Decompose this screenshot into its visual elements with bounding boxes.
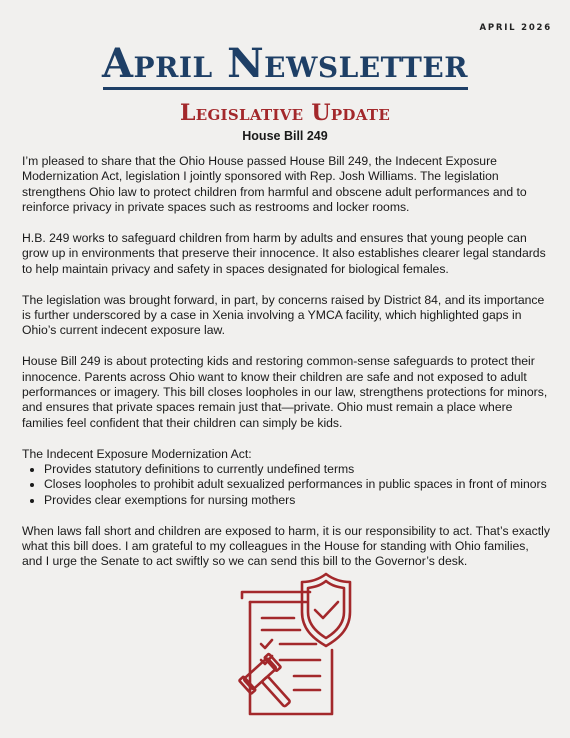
paragraph-5: When laws fall short and children are exposed to harm, it is our responsibility to act. That’s exactly what this bill does. I am grateful to my colleagues in the House for standing with Ohio families, and I urge the Senate to act swiftly so we can send this bill to the Governor’s desk. <box>22 523 550 569</box>
newsletter-title: April Newsletter <box>102 40 468 87</box>
paragraph-4: House Bill 249 is about protecting kids and restoring common-sense safeguards to protect their innocence. Parents across Ohio want to know their children are safe and not exposed to adult performances or imagery. This bill closes loopholes in our law, strengthens protections for minors, and ensures that private spaces remain just that—private. Ohio must remain a place where families feel confident that their children can simply be kids. <box>22 354 548 430</box>
section-title: Legislative Update <box>179 100 391 126</box>
provisions-list <box>22 462 550 508</box>
legal-document-gavel-shield-icon <box>228 568 358 718</box>
list-item: • Closes loopholes to prohibit adult sexualized performances in public spaces in front of minors <box>44 477 550 492</box>
bill-heading: House Bill 249 <box>242 129 328 143</box>
list-intro: The Indecent Exposure Modernization Act: <box>22 446 252 461</box>
paragraph-3: The legislation was brought forward, in part, by concerns raised by District 84, and its importance is further underscored by a case in Xenia involving a YMCA facility, which highlighted gaps in Ohio’s current indecent exposure law. <box>22 292 545 338</box>
list-item: • Provides clear exemptions for nursing mothers <box>44 493 550 508</box>
paragraph-1: I’m pleased to share that the Ohio House passed House Bill 249, the Indecent Exposure Modernization Act, legislation I jointly sponsored with Rep. Josh Williams. The legislation strengthens Ohio law to protect children from harmful and obscene adult performances and to reinforce privacy in private spaces such as restrooms and locker rooms. <box>22 154 527 215</box>
article-body <box>22 154 550 585</box>
list-item: • Provides statutory definitions to currently undefined terms <box>44 462 550 477</box>
paragraph-2: H.B. 249 works to safeguard children from harm by adults and ensures that young people can grow up in environments that preserve their innocence. It also establishes clearer legal standards to help maintain privacy and safety in spaces designated for biological females. <box>22 231 546 276</box>
newsletter-date: APRIL 2026 <box>479 23 552 33</box>
title-underline <box>103 87 468 90</box>
